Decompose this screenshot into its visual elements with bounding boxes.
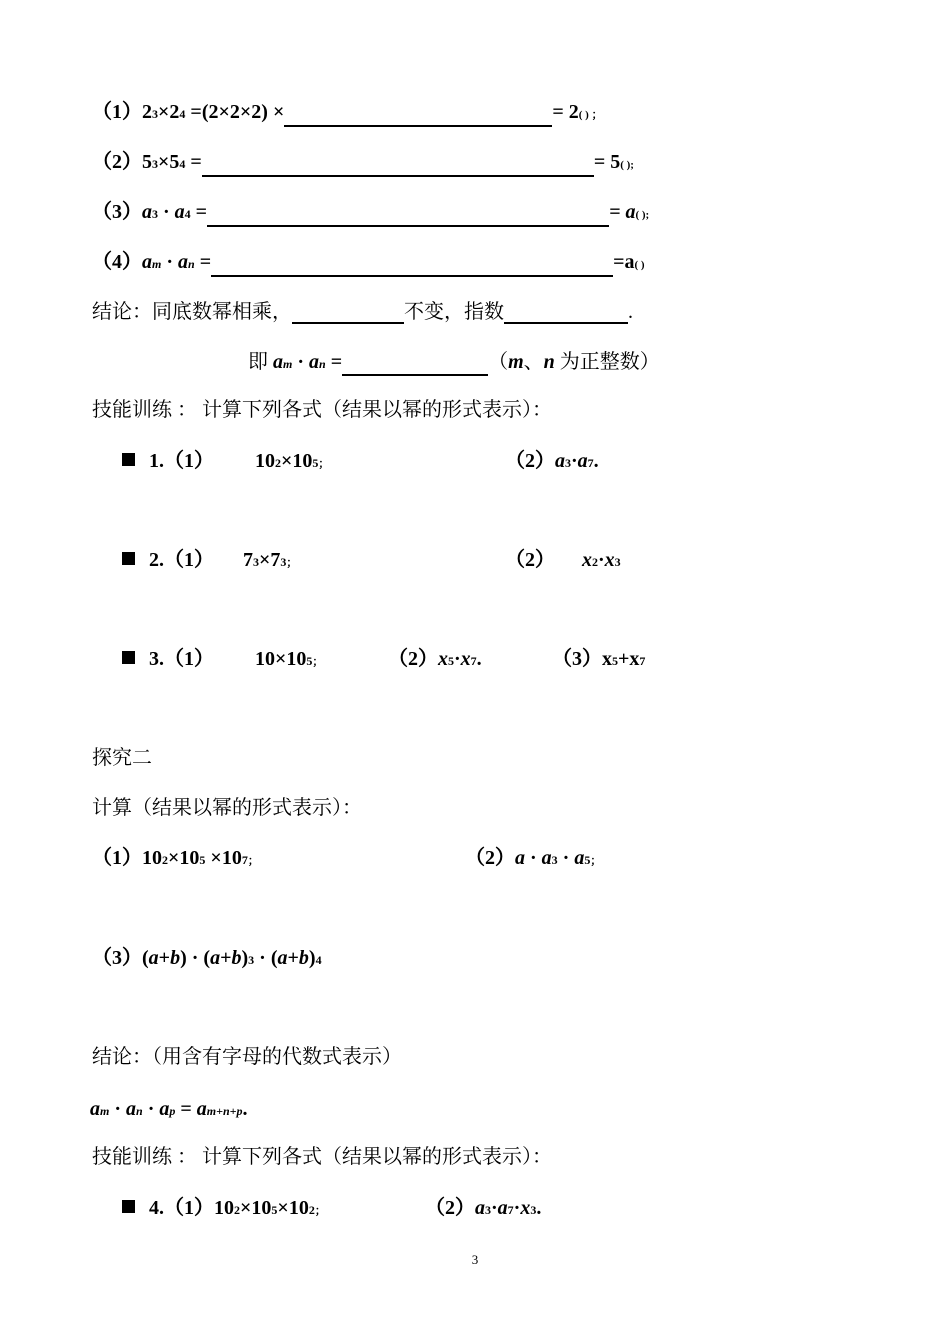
bullet-square-icon [122,1200,135,1213]
item-4: （4）am · an = =a( ) [92,250,645,277]
bullet-square-icon [122,651,135,664]
practice-row-2-q1: 73×73； [243,549,298,571]
section-heading: 探究二 [92,747,152,769]
practice-row-1-q1: 102×105； [255,450,330,472]
practice-row-4: 4.（1）102×105×102； [122,1196,326,1223]
practice-row-2-q2: （2） [505,549,555,571]
section-instruction: 计算（结果以幂的形式表示）： [92,797,362,819]
conclusion-2: 结论：（用含有字母的代数式表示） [92,1046,402,1068]
practice-row-2: 2.（1） [122,548,214,572]
item-2: （2）53×54 = = 5( ); [92,150,634,177]
answer-blank[interactable] [292,300,404,324]
practice-title-1: 技能训练 ： 计算下列各式（结果以幂的形式表示）： [92,399,552,421]
answer-blank[interactable] [202,153,594,177]
explore-q3: （3）(a+b) · (a+b)3 · (a+b)4 [92,947,322,969]
answer-blank[interactable] [207,203,609,227]
practice-row-3-q1: 10×105； [255,648,324,670]
answer-blank[interactable] [342,352,488,376]
explore-q1: （1）102×105 ×107； [92,847,259,869]
item-3: （3）a3 · a4 = = a( ); [92,200,649,227]
conclusion-line: 结论：同底数幂相乘， 不变，指数 . [92,301,633,323]
rule-formula: am · an · ap = am+n+p. [90,1098,248,1120]
practice-row-1: 1.（1） [122,449,214,473]
bullet-square-icon [122,453,135,466]
practice-row-3-q2: （2）x5·x7. [388,648,482,670]
answer-blank[interactable] [504,300,628,324]
practice-row-1-q2: （2）a3·a7. [505,450,599,472]
practice-row-3: 3.（1） [122,647,214,671]
page-number: 3 [471,1252,479,1267]
practice-row-2-q2-expr: x2·x3 [582,549,621,571]
practice-title-2: 技能训练 ： 计算下列各式（结果以幂的形式表示）： [92,1146,552,1168]
bullet-square-icon [122,552,135,565]
item-1: （1）23×24 =(2×2×2) × = 2( ) ； [92,100,603,127]
answer-blank[interactable] [284,103,552,127]
answer-blank[interactable] [211,253,613,277]
practice-row-3-q3: （3）x5+x7 [552,648,646,670]
practice-row-4-q2: （2）a3·a7·x3. [425,1197,542,1219]
explore-q2: （2）a · a3 · a5； [465,847,602,869]
formula-line: 即 am · an = （m、n 为正整数） [248,350,660,376]
